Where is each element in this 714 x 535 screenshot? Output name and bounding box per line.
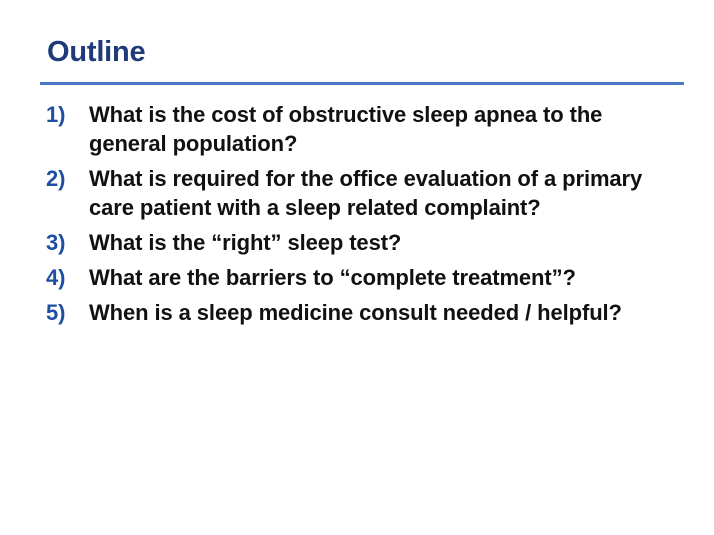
title-divider [40,82,684,85]
outline-item-2 [46,164,666,222]
item-number: 4) [46,265,66,290]
item-text: What is the “right” sleep test? [89,230,402,255]
item-number: 2) [46,166,66,191]
slide-title: Outline [47,36,146,68]
item-text: What is the cost of obstructive sleep apnea to the general population? [89,102,603,156]
item-text: When is a sleep medicine consult needed / helpful? [89,300,622,325]
item-number: 1) [46,102,66,127]
item-text: What is required for the office evaluation of a primary care patient with a sleep related complaint? [89,166,643,220]
outline-item-3 [46,228,666,257]
outline-item-1 [46,100,666,158]
item-number: 3) [46,230,66,255]
item-number: 5) [46,300,66,325]
outline-list [46,100,666,333]
outline-item-4 [46,263,666,292]
outline-item-5 [46,298,666,327]
item-text: What are the barriers to “complete treatment”? [89,265,576,290]
